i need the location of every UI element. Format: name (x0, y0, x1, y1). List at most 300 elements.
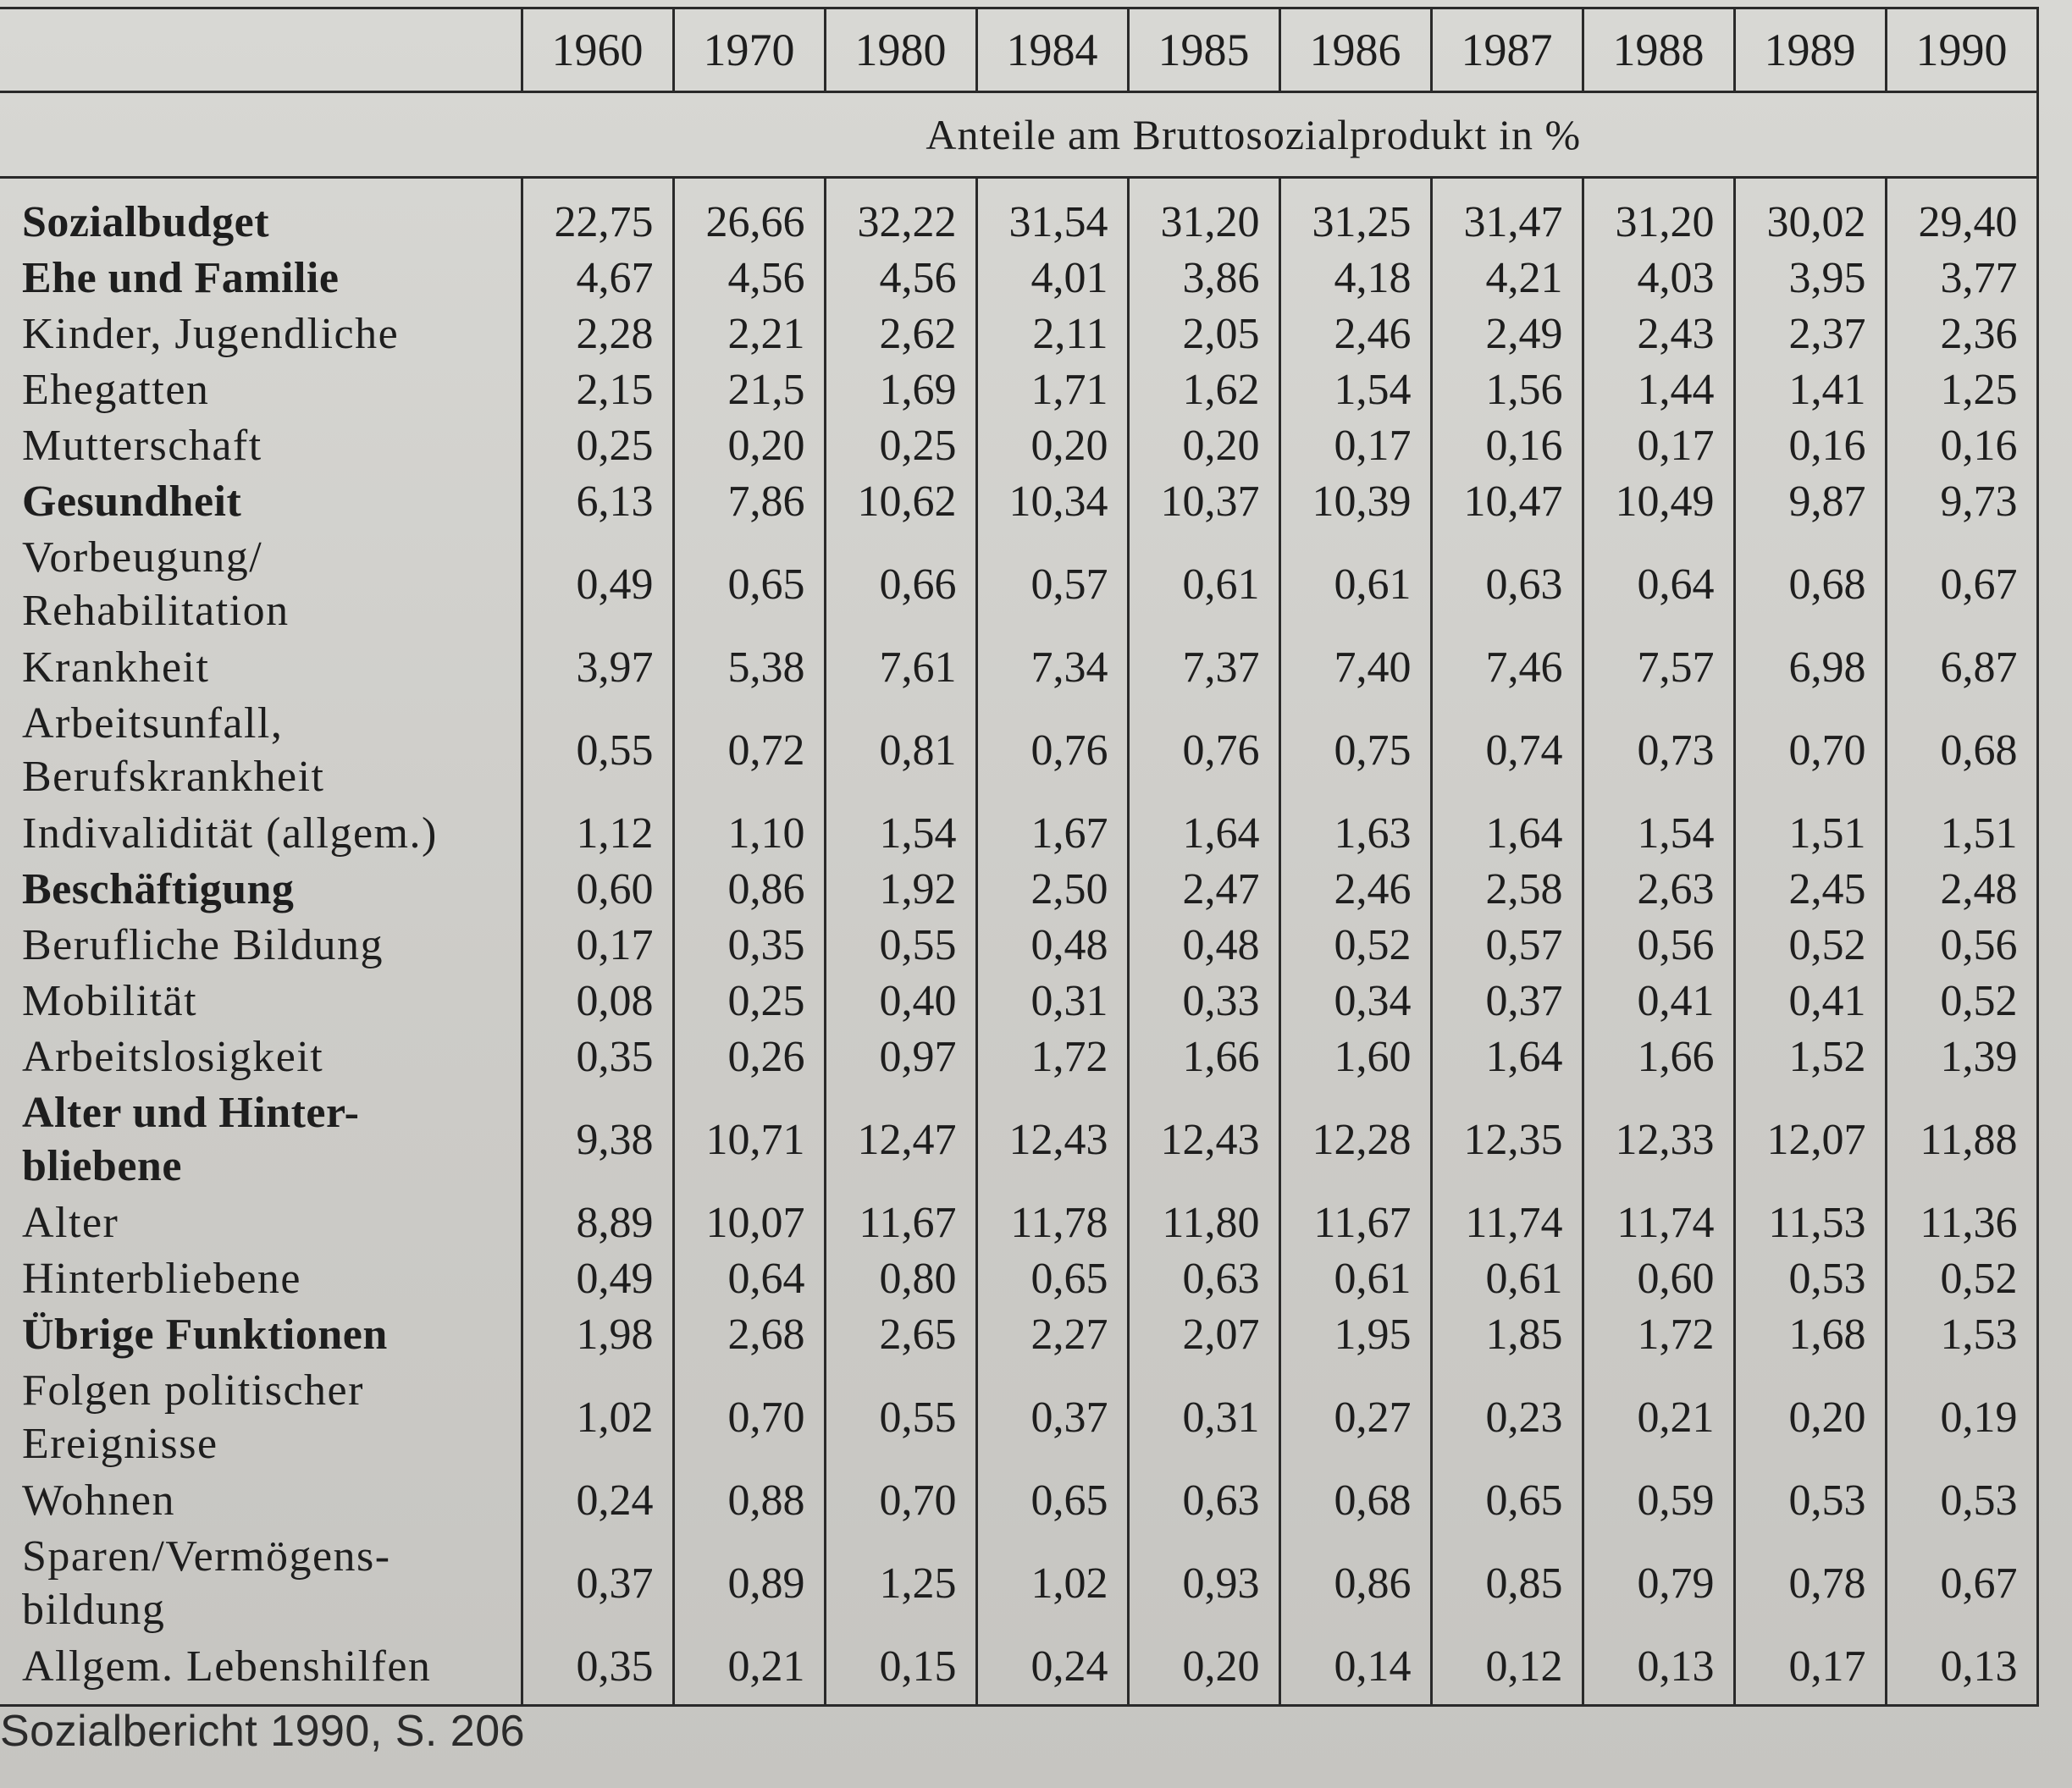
row-label (0, 1250, 522, 1306)
row-label-line: Arbeitslosigkeit (22, 1032, 324, 1081)
table-cell: 9,87 (1734, 473, 1886, 529)
table-cell: 0,59 (1583, 1472, 1734, 1528)
table-row (0, 1029, 2037, 1084)
row-label-line: Ehegatten (22, 365, 210, 414)
row-label (0, 1195, 522, 1250)
row-label-line: Beschäftigung (22, 864, 295, 913)
table-cell: 2,36 (1886, 306, 2037, 361)
table-cell: 0,41 (1583, 973, 1734, 1029)
table-cell: 29,40 (1886, 178, 2037, 251)
table-cell: 11,88 (1886, 1084, 2037, 1195)
year-header: 1984 (976, 8, 1128, 92)
table-cell: 0,86 (673, 861, 825, 917)
table-row (0, 973, 2037, 1029)
table-cell: 2,07 (1128, 1306, 1279, 1362)
table-cell: 0,12 (1431, 1638, 1583, 1706)
table-cell: 0,24 (976, 1638, 1128, 1706)
table-cell: 11,80 (1128, 1195, 1279, 1250)
table-cell: 1,98 (522, 1306, 673, 1362)
table-cell: 0,16 (1734, 417, 1886, 473)
table-cell: 1,10 (673, 805, 825, 861)
row-label (0, 250, 522, 306)
table-cell: 0,73 (1583, 695, 1734, 805)
table-body (0, 178, 2037, 1706)
table-cell: 2,47 (1128, 861, 1279, 917)
year-header: 1986 (1279, 8, 1431, 92)
year-header: 1989 (1734, 8, 1886, 92)
row-label (0, 417, 522, 473)
table-cell: 0,61 (1279, 1250, 1431, 1306)
row-label (0, 1362, 522, 1472)
table-cell: 7,57 (1583, 639, 1734, 695)
table-cell: 12,43 (1128, 1084, 1279, 1195)
table-cell: 0,13 (1886, 1638, 2037, 1706)
row-label-line: Alter und Hinter- (22, 1089, 360, 1137)
year-header: 1980 (825, 8, 976, 92)
table-cell: 1,02 (976, 1528, 1128, 1638)
table-cell: 0,86 (1279, 1528, 1431, 1638)
table-cell: 2,63 (1583, 861, 1734, 917)
table-row (0, 1472, 2037, 1528)
table-cell: 2,68 (673, 1306, 825, 1362)
table-cell: 0,35 (522, 1638, 673, 1706)
table-cell: 0,21 (1583, 1362, 1734, 1472)
table-cell: 1,60 (1279, 1029, 1431, 1084)
row-label (0, 1472, 522, 1528)
table-cell: 1,51 (1886, 805, 2037, 861)
table-cell: 4,21 (1431, 250, 1583, 306)
table-cell: 0,48 (976, 917, 1128, 973)
table-cell: 1,54 (1279, 361, 1431, 417)
row-label-line: bliebene (22, 1142, 182, 1190)
table-cell: 0,14 (1279, 1638, 1431, 1706)
table-cell: 0,68 (1734, 529, 1886, 639)
table-cell: 0,63 (1128, 1472, 1279, 1528)
table-cell: 0,35 (673, 917, 825, 973)
table-cell: 0,56 (1886, 917, 2037, 973)
table-cell: 0,68 (1279, 1472, 1431, 1528)
header-corner (0, 8, 522, 92)
table-cell: 0,20 (1734, 1362, 1886, 1472)
table-cell: 0,53 (1886, 1472, 2037, 1528)
table-cell: 0,49 (522, 1250, 673, 1306)
table-cell: 1,41 (1734, 361, 1886, 417)
table-cell: 2,65 (825, 1306, 976, 1362)
table-cell: 10,49 (1583, 473, 1734, 529)
table-cell: 2,50 (976, 861, 1128, 917)
table-cell: 0,17 (1279, 417, 1431, 473)
year-header: 1970 (673, 8, 825, 92)
table-cell: 0,66 (825, 529, 976, 639)
table-cell: 2,21 (673, 306, 825, 361)
table-row (0, 639, 2037, 695)
table-cell: 0,16 (1431, 417, 1583, 473)
row-label-line: Gesundheit (22, 477, 242, 526)
table-cell: 1,44 (1583, 361, 1734, 417)
table-cell: 0,61 (1431, 1250, 1583, 1306)
table-cell: 12,47 (825, 1084, 976, 1195)
table-row (0, 250, 2037, 306)
table-cell: 1,51 (1734, 805, 1886, 861)
table-cell: 0,56 (1583, 917, 1734, 973)
row-label (0, 861, 522, 917)
table-cell: 10,37 (1128, 473, 1279, 529)
table-row (0, 1084, 2037, 1195)
table-row (0, 917, 2037, 973)
units-row (0, 92, 2037, 178)
table-cell: 1,64 (1431, 1029, 1583, 1084)
table-cell: 0,80 (825, 1250, 976, 1306)
table-cell: 6,13 (522, 473, 673, 529)
table-cell: 0,85 (1431, 1528, 1583, 1638)
table-cell: 0,26 (673, 1029, 825, 1084)
table-cell: 0,64 (673, 1250, 825, 1306)
table-cell: 5,38 (673, 639, 825, 695)
row-label (0, 1528, 522, 1638)
row-label-line: Berufskrankheit (22, 753, 325, 801)
row-label-line: bildung (22, 1586, 166, 1634)
year-header: 1987 (1431, 8, 1583, 92)
table-cell: 12,43 (976, 1084, 1128, 1195)
units-caption: Anteile am Bruttosozialprodukt in % (0, 92, 2037, 178)
table-cell: 0,67 (1886, 529, 2037, 639)
table-cell: 0,52 (1734, 917, 1886, 973)
row-label (0, 1638, 522, 1706)
table-cell: 0,41 (1734, 973, 1886, 1029)
table-cell: 4,56 (673, 250, 825, 306)
year-header: 1990 (1886, 8, 2037, 92)
table-row (0, 529, 2037, 639)
table-cell: 0,89 (673, 1528, 825, 1638)
table-cell: 0,61 (1128, 529, 1279, 639)
table-cell: 12,35 (1431, 1084, 1583, 1195)
row-label-line: Hinterbliebene (22, 1254, 301, 1303)
table-cell: 1,63 (1279, 805, 1431, 861)
table-cell: 1,68 (1734, 1306, 1886, 1362)
table-cell: 0,57 (1431, 917, 1583, 973)
table-cell: 2,49 (1431, 306, 1583, 361)
table-cell: 1,39 (1886, 1029, 2037, 1084)
table-cell: 0,08 (522, 973, 673, 1029)
table-cell: 2,58 (1431, 861, 1583, 917)
table-cell: 0,20 (1128, 417, 1279, 473)
table-cell: 0,65 (976, 1472, 1128, 1528)
source-citation: Sozialbericht 1990, S. 206 (0, 1707, 526, 1756)
year-header-row (0, 8, 2037, 92)
row-label (0, 361, 522, 417)
table-cell: 0,55 (825, 1362, 976, 1472)
table-cell: 2,43 (1583, 306, 1734, 361)
table-cell: 2,15 (522, 361, 673, 417)
row-label-line: Sparen/Vermögens- (22, 1532, 391, 1581)
table-cell: 11,74 (1583, 1195, 1734, 1250)
table-cell: 2,46 (1279, 306, 1431, 361)
table-cell: 0,70 (1734, 695, 1886, 805)
table-cell: 7,34 (976, 639, 1128, 695)
table-cell: 1,12 (522, 805, 673, 861)
table-cell: 0,74 (1431, 695, 1583, 805)
table-cell: 0,31 (1128, 1362, 1279, 1472)
table-cell: 0,52 (1279, 917, 1431, 973)
table-row (0, 1638, 2037, 1706)
table-cell: 1,85 (1431, 1306, 1583, 1362)
table-cell: 0,81 (825, 695, 976, 805)
table-cell: 1,66 (1128, 1029, 1279, 1084)
table-cell: 31,25 (1279, 178, 1431, 251)
table-cell: 0,60 (522, 861, 673, 917)
table-cell: 0,20 (1128, 1638, 1279, 1706)
table-cell: 0,17 (522, 917, 673, 973)
table-cell: 4,01 (976, 250, 1128, 306)
table-cell: 4,67 (522, 250, 673, 306)
table-cell: 2,62 (825, 306, 976, 361)
table-cell: 0,97 (825, 1029, 976, 1084)
table-cell: 0,25 (673, 973, 825, 1029)
row-label (0, 1029, 522, 1084)
table-cell: 0,88 (673, 1472, 825, 1528)
table-cell: 2,45 (1734, 861, 1886, 917)
table-cell: 0,64 (1583, 529, 1734, 639)
table-cell: 0,70 (673, 1362, 825, 1472)
table-cell: 10,34 (976, 473, 1128, 529)
table-cell: 31,20 (1128, 178, 1279, 251)
table-cell: 11,67 (825, 1195, 976, 1250)
table-cell: 11,78 (976, 1195, 1128, 1250)
table-cell: 0,13 (1583, 1638, 1734, 1706)
table-cell: 0,76 (1128, 695, 1279, 805)
table-cell: 4,03 (1583, 250, 1734, 306)
table-cell: 0,33 (1128, 973, 1279, 1029)
table-cell: 2,28 (522, 306, 673, 361)
table-cell: 0,65 (1431, 1472, 1583, 1528)
table-cell: 21,5 (673, 361, 825, 417)
table-cell: 0,24 (522, 1472, 673, 1528)
table-cell: 2,05 (1128, 306, 1279, 361)
table-cell: 0,70 (825, 1472, 976, 1528)
row-label (0, 917, 522, 973)
table-cell: 31,47 (1431, 178, 1583, 251)
table-cell: 1,66 (1583, 1029, 1734, 1084)
table-cell: 0,68 (1886, 695, 2037, 805)
table-cell: 1,54 (1583, 805, 1734, 861)
table-cell: 0,76 (976, 695, 1128, 805)
table-cell: 0,34 (1279, 973, 1431, 1029)
table-cell: 6,98 (1734, 639, 1886, 695)
table-cell: 0,72 (673, 695, 825, 805)
table-cell: 0,67 (1886, 1528, 2037, 1638)
row-label-line: Ereignisse (22, 1420, 218, 1468)
table-row (0, 805, 2037, 861)
table-cell: 31,54 (976, 178, 1128, 251)
table-row (0, 1250, 2037, 1306)
table-cell: 3,97 (522, 639, 673, 695)
table-cell: 2,46 (1279, 861, 1431, 917)
row-label (0, 695, 522, 805)
table-cell: 2,11 (976, 306, 1128, 361)
year-header: 1988 (1583, 8, 1734, 92)
table-row (0, 473, 2037, 529)
row-label (0, 529, 522, 639)
table-cell: 0,61 (1279, 529, 1431, 639)
table-row (0, 1195, 2037, 1250)
table-cell: 7,46 (1431, 639, 1583, 695)
row-label-line: Krankheit (22, 643, 210, 692)
table-cell: 10,47 (1431, 473, 1583, 529)
row-label-line: Mobilität (22, 976, 198, 1025)
row-label-line: Wohnen (22, 1476, 175, 1525)
table-cell: 1,67 (976, 805, 1128, 861)
table-cell: 2,27 (976, 1306, 1128, 1362)
table-cell: 1,56 (1431, 361, 1583, 417)
table-cell: 1,64 (1128, 805, 1279, 861)
table-cell: 0,20 (673, 417, 825, 473)
table-cell: 10,71 (673, 1084, 825, 1195)
row-label (0, 805, 522, 861)
table-cell: 0,31 (976, 973, 1128, 1029)
table-cell: 0,53 (1734, 1472, 1886, 1528)
table-cell: 11,53 (1734, 1195, 1886, 1250)
row-label-line: Arbeitsunfall, (22, 699, 284, 748)
row-label (0, 1084, 522, 1195)
table-cell: 26,66 (673, 178, 825, 251)
table-cell: 0,55 (522, 695, 673, 805)
table-cell: 6,87 (1886, 639, 2037, 695)
table-cell: 0,40 (825, 973, 976, 1029)
table-row (0, 1362, 2037, 1472)
table-cell: 9,73 (1886, 473, 2037, 529)
row-label-line: Berufliche Bildung (22, 920, 384, 969)
year-header: 1960 (522, 8, 673, 92)
table-cell: 1,62 (1128, 361, 1279, 417)
table-cell: 0,60 (1583, 1250, 1734, 1306)
table-cell: 12,33 (1583, 1084, 1734, 1195)
table-cell: 0,78 (1734, 1528, 1886, 1638)
table-cell: 0,49 (522, 529, 673, 639)
table-cell: 1,52 (1734, 1029, 1886, 1084)
table-cell: 1,54 (825, 805, 976, 861)
table-cell: 2,37 (1734, 306, 1886, 361)
table-cell: 0,37 (1431, 973, 1583, 1029)
table-cell: 11,36 (1886, 1195, 2037, 1250)
table-cell: 0,63 (1431, 529, 1583, 639)
table-cell: 0,17 (1583, 417, 1734, 473)
table-cell: 1,25 (1886, 361, 2037, 417)
table-cell: 11,74 (1431, 1195, 1583, 1250)
table-cell: 30,02 (1734, 178, 1886, 251)
social-budget-table (0, 7, 2039, 1707)
table-cell: 1,72 (976, 1029, 1128, 1084)
table-cell: 7,40 (1279, 639, 1431, 695)
table-cell: 12,07 (1734, 1084, 1886, 1195)
table-cell: 0,52 (1886, 973, 2037, 1029)
table-cell: 0,79 (1583, 1528, 1734, 1638)
table-cell: 7,86 (673, 473, 825, 529)
row-label-line: Folgen politischer (22, 1366, 364, 1415)
row-label-line: Ehe und Familie (22, 253, 340, 302)
table-cell: 0,48 (1128, 917, 1279, 973)
table-row (0, 361, 2037, 417)
row-label-line: Mutterschaft (22, 421, 262, 470)
table-cell: 7,37 (1128, 639, 1279, 695)
table-cell: 12,28 (1279, 1084, 1431, 1195)
table-cell: 1,92 (825, 861, 976, 917)
table-cell: 0,63 (1128, 1250, 1279, 1306)
table-cell: 0,27 (1279, 1362, 1431, 1472)
table-cell: 10,62 (825, 473, 976, 529)
table-cell: 0,75 (1279, 695, 1431, 805)
table-cell: 1,02 (522, 1362, 673, 1472)
table-cell: 3,95 (1734, 250, 1886, 306)
table-cell: 0,20 (976, 417, 1128, 473)
row-label (0, 473, 522, 529)
table-cell: 0,21 (673, 1638, 825, 1706)
table-row (0, 417, 2037, 473)
table-cell: 2,48 (1886, 861, 2037, 917)
table-cell: 4,18 (1279, 250, 1431, 306)
table-row (0, 1528, 2037, 1638)
table-cell: 32,22 (825, 178, 976, 251)
table-cell: 9,38 (522, 1084, 673, 1195)
table-cell: 0,35 (522, 1029, 673, 1084)
row-label (0, 178, 522, 251)
table-cell: 10,07 (673, 1195, 825, 1250)
year-header: 1985 (1128, 8, 1279, 92)
row-label-line: Alter (22, 1198, 119, 1247)
table-cell: 1,72 (1583, 1306, 1734, 1362)
table-cell: 0,25 (522, 417, 673, 473)
table-cell: 0,17 (1734, 1638, 1886, 1706)
table-cell: 11,67 (1279, 1195, 1431, 1250)
row-label-line: Kinder, Jugendliche (22, 309, 400, 358)
table-cell: 1,95 (1279, 1306, 1431, 1362)
table-cell: 1,69 (825, 361, 976, 417)
row-label (0, 639, 522, 695)
table-cell: 0,23 (1431, 1362, 1583, 1472)
table-row (0, 178, 2037, 251)
table-cell: 31,20 (1583, 178, 1734, 251)
table-cell: 0,16 (1886, 417, 2037, 473)
table-row (0, 861, 2037, 917)
row-label-line: Allgem. Lebenshilfen (22, 1642, 432, 1691)
table-row (0, 695, 2037, 805)
table-cell: 1,64 (1431, 805, 1583, 861)
table-cell: 3,77 (1886, 250, 2037, 306)
table-cell: 0,37 (976, 1362, 1128, 1472)
table-cell: 3,86 (1128, 250, 1279, 306)
row-label (0, 306, 522, 361)
row-label-line: Übrige Funktionen (22, 1310, 388, 1359)
row-label-line: Indivalidität (allgem.) (22, 808, 438, 858)
table-cell: 0,15 (825, 1638, 976, 1706)
table-cell: 7,61 (825, 639, 976, 695)
table-cell: 4,56 (825, 250, 976, 306)
table-cell: 0,65 (976, 1250, 1128, 1306)
table-row (0, 1306, 2037, 1362)
table-cell: 0,25 (825, 417, 976, 473)
row-label-line: Vorbeugung/ (22, 533, 263, 582)
table-row (0, 306, 2037, 361)
table-cell: 8,89 (522, 1195, 673, 1250)
table-cell: 0,53 (1734, 1250, 1886, 1306)
table-cell: 0,65 (673, 529, 825, 639)
table-cell: 0,52 (1886, 1250, 2037, 1306)
table-cell: 0,37 (522, 1528, 673, 1638)
table-cell: 0,55 (825, 917, 976, 973)
table-cell: 10,39 (1279, 473, 1431, 529)
row-label-line: Sozialbudget (22, 197, 270, 246)
table-cell: 1,71 (976, 361, 1128, 417)
row-label (0, 973, 522, 1029)
